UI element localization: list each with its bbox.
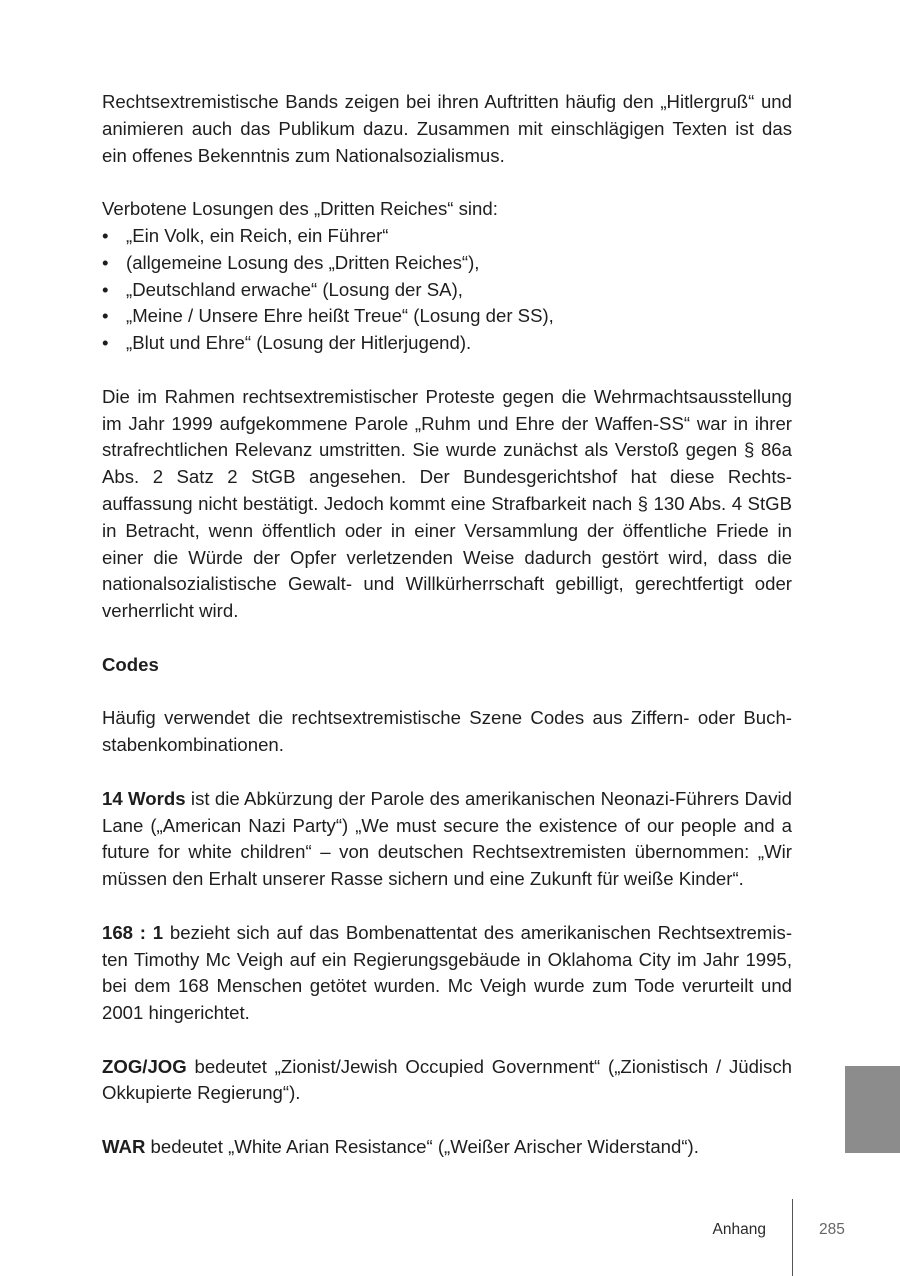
code-description: bedeutet „White Arian Resistance“ („Weißer Arischer Widerstand“). [145, 1136, 699, 1158]
codes-intro: Häufig verwendet die rechtsextremistische Szene Codes aus Ziffern- oder Buchstabenkombinationen. [102, 707, 792, 756]
paragraph-bands: Rechtsextremistische Bands zeigen bei ihren Auftritten häufig den „Hitlergruß“ und animieren auch das Publikum dazu. Zusammen mit einschlägigen Texten ist das ein offenes Bekenntnis zum Nationalsozialismus. [102, 91, 792, 166]
list-item [102, 330, 792, 357]
slogan-text: „Ein Volk, ein Reich, ein Führer“ [126, 224, 389, 246]
code-entry-war [102, 1134, 792, 1161]
chapter-tab-marker [845, 1066, 900, 1153]
code-entry-168-1 [102, 920, 792, 1027]
code-description: bezieht sich auf das Bombenattentat des amerikanischen Rechtsextremisten Timothy Mc Veigh auf ein Regierungsgebäude in Oklahoma City im Jahr 1995, bei dem 168 Menschen getötet wurden. Mc Veigh wurde zum Tode verurteilt und 2001 hingerichtet. [102, 921, 793, 1024]
page-number: 285 [819, 1221, 845, 1238]
code-term: ZOG/JOG [102, 1055, 187, 1077]
list-item [102, 223, 792, 250]
slogan-text: „Meine / Unsere Ehre heißt Treue“ (Losung der SS), [126, 305, 554, 327]
list-item [102, 303, 792, 330]
code-entry-14-words [102, 786, 792, 893]
bullet-icon: • [102, 278, 109, 300]
bullet-icon: • [102, 224, 109, 246]
slogans-intro: Verbotene Losungen des „Dritten Reiches“ sind: [102, 198, 498, 220]
page-body [102, 89, 792, 1161]
code-description: bedeutet „Zionist/Jewish Occupied Government“ („Zionistisch / Jüdisch Okkupierte Regierung“). [102, 1055, 792, 1104]
bullet-icon: • [102, 251, 109, 273]
code-term: WAR [102, 1136, 146, 1158]
paragraph-waffen-ss: Die im Rahmen rechtsextremistischer Proteste gegen die Wehrmachtsausstellung im Jahr 1999 aufgekommene Parole „Ruhm und Ehre der Waffen-SS“ war in ihrer strafrechtlichen Relevanz umstritten. Sie wurde zunächst als Verstoß gegen § 86a Abs. 2 Satz 2 StGB angesehen. Der Bundesgerichtshof hat diese Rechtsauffassung nicht bestätigt. Jedoch kommt eine Strafbarkeit nach § 130 Abs. 4 StGB in Betracht, wenn öffentlich oder in einer Versammlung der öffentliche Friede in einer die Würde der Opfer verletzenden Weise dadurch gestört wird, dass die nationalsozialistische Gewalt- und Willkürherrschaft gebilligt, gerechtfertigt oder verherrlicht wird. [102, 385, 792, 622]
code-term: 14 Words [102, 787, 186, 809]
slogan-text: (allgemeine Losung des „Dritten Reiches“), [126, 251, 480, 273]
slogan-text: „Deutschland erwache“ (Losung der SA), [126, 278, 463, 300]
code-term: 168 : 1 [102, 921, 164, 943]
bullet-icon: • [102, 332, 109, 354]
list-item [102, 277, 792, 304]
slogan-list [102, 223, 792, 357]
list-item [102, 250, 792, 277]
footer-divider [792, 1199, 793, 1276]
slogan-text: „Blut und Ehre“ (Losung der Hitlerjugend). [126, 332, 472, 354]
code-entry-zog-jog [102, 1054, 792, 1108]
footer-section-label: Anhang [712, 1221, 766, 1238]
codes-heading: Codes [102, 653, 159, 675]
bullet-icon: • [102, 305, 109, 327]
code-description: ist die Abkürzung der Parole des amerikanischen Neonazi-Führers David Lane („American Nazi Party“) „We must secure the existence of our people and a future for white children“ – von deutschen Rechtsextremisten übernommen: „Wir müssen den Erhalt unserer Rasse sichern und eine Zukunft für weiße Kinder“. [102, 787, 792, 890]
